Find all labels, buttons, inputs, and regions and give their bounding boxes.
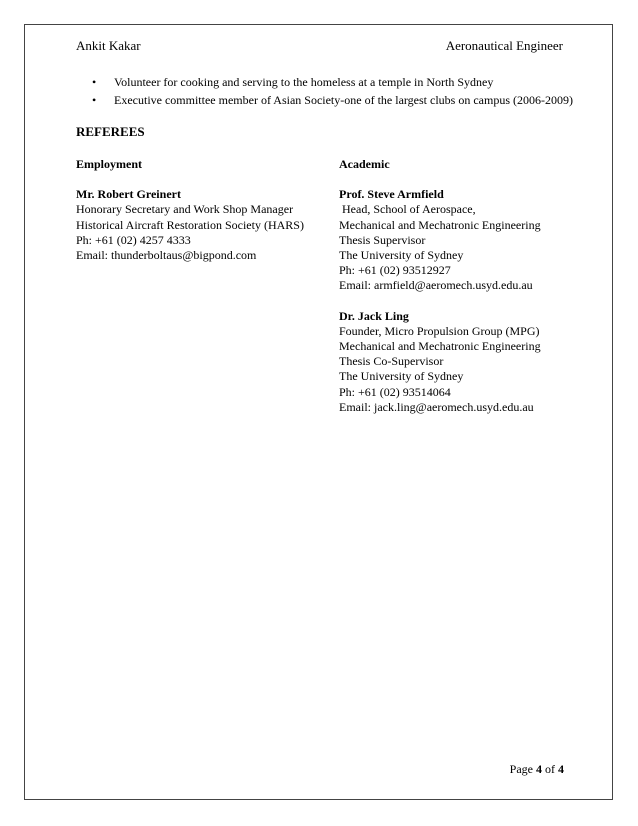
page-word: Page (509, 762, 533, 776)
referee-line: Historical Aircraft Restoration Society (HARS) (76, 217, 304, 232)
referee-line: Thesis Co-Supervisor (339, 354, 444, 369)
employment-column (76, 157, 304, 263)
referee-line: The University of Sydney (339, 369, 464, 384)
section-title-referees: REFEREES (76, 124, 145, 139)
referee-name: Dr. Jack Ling (339, 308, 409, 323)
referee-line: Mechanical and Mechatronic Engineering (339, 339, 541, 354)
of-word: of (545, 762, 555, 776)
activity-list (76, 75, 576, 111)
current-page: 4 (536, 762, 542, 776)
referee-line: Head, School of Aerospace, (339, 202, 476, 217)
referee-email: Email: thunderboltaus@bigpond.com (76, 248, 257, 263)
referee-line: Thesis Supervisor (339, 232, 426, 247)
referee-line: The University of Sydney (339, 248, 464, 263)
referee-name: Mr. Robert Greinert (76, 187, 181, 202)
referee-name: Prof. Steve Armfield (339, 187, 444, 202)
referee-phone: Ph: +61 (02) 93512927 (339, 263, 451, 278)
referee-phone: Ph: +61 (02) 4257 4333 (76, 232, 191, 247)
referee-email: Email: armfield@aeromech.usyd.edu.au (339, 278, 533, 293)
list-item-text: Executive committee member of Asian Society-one of the largest clubs on campus (2006-2009) (114, 93, 573, 107)
referee-line: Honorary Secretary and Work Shop Manager (76, 202, 294, 217)
referee-line: Mechanical and Mechatronic Engineering (339, 217, 541, 232)
list-item (76, 93, 576, 111)
bullet-icon: • (92, 75, 97, 89)
list-item (76, 75, 576, 93)
list-item-text: Volunteer for cooking and serving to the homeless at a temple in North Sydney (114, 75, 494, 89)
employment-heading: Employment (76, 157, 142, 171)
referee-email: Email: jack.ling@aeromech.usyd.edu.au (339, 399, 534, 414)
page-number (510, 762, 564, 777)
referee-phone: Ph: +61 (02) 93514064 (339, 384, 451, 399)
header-name: Ankit Kakar (76, 38, 141, 53)
total-pages: 4 (558, 762, 564, 776)
header-title: Aeronautical Engineer (445, 38, 563, 53)
bullet-icon: • (92, 93, 97, 107)
referee-line: Founder, Micro Propulsion Group (MPG) (339, 323, 540, 338)
academic-column (339, 157, 541, 415)
academic-heading: Academic (339, 157, 390, 171)
